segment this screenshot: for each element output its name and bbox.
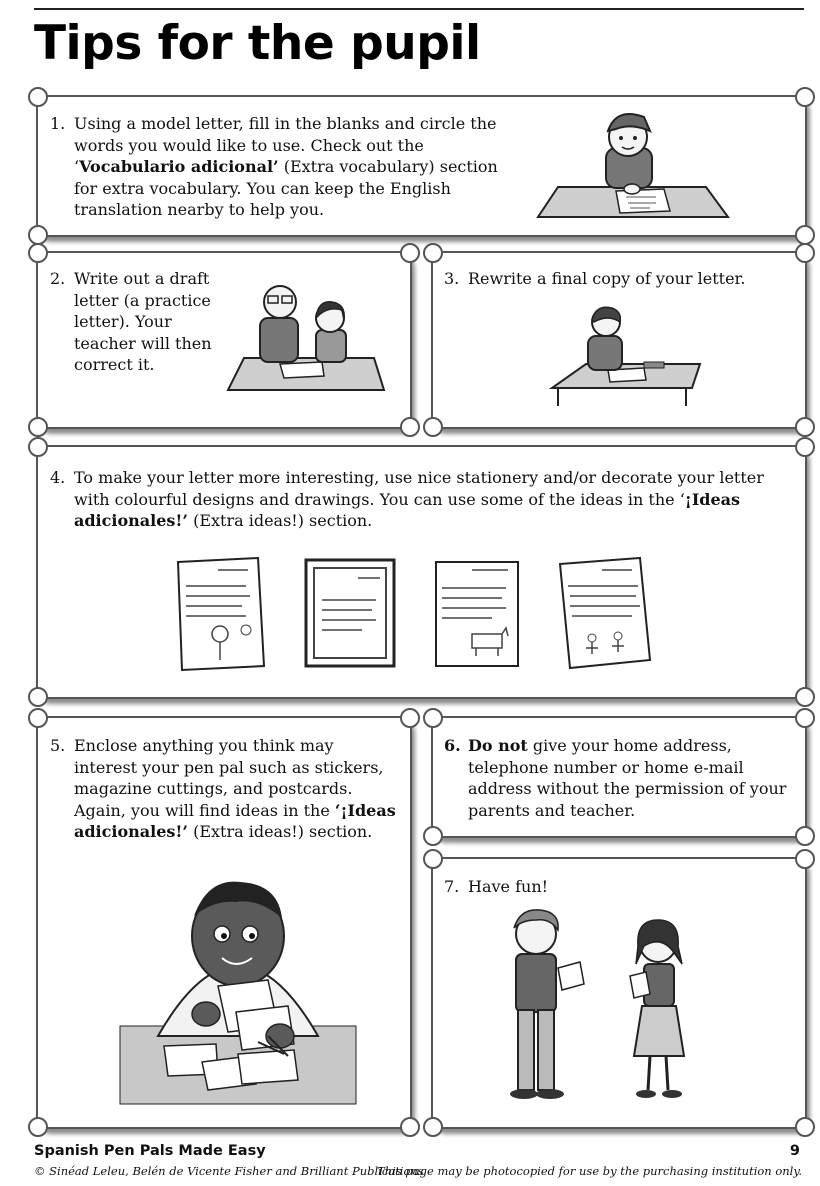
girl-figure — [630, 920, 684, 1098]
page-title: Tips for the pupil — [34, 16, 481, 71]
tip-7: 7. Have fun! — [444, 877, 549, 896]
teacher-and-pupil-illustration — [224, 276, 386, 394]
letter-with-flower-drawing — [178, 558, 264, 670]
tip-number: 1. — [50, 114, 66, 133]
tip-number: 2. — [50, 269, 66, 288]
tip-number: 3. — [444, 269, 460, 288]
footer-page-number: 9 — [789, 1143, 800, 1159]
children-reading-letters-illustration — [496, 906, 718, 1104]
boy-with-cuttings-illustration — [118, 876, 358, 1106]
pupil-rewriting-illustration — [546, 302, 706, 408]
tip-number: 4. — [50, 468, 66, 487]
tip-number: 5. — [50, 736, 66, 755]
tip-6: 6. Do not give your home address, telephone number or home e-mail address without the permission of your parents and teacher. — [444, 736, 787, 820]
letter-with-people-drawing — [560, 558, 650, 668]
tip-4: 4. To make your letter more interesting, use nice stationery and/or decorate your letter with colourful designs and drawings. You can use some of the ideas in the ‘¡Ideas adicionales!’ (Extra ideas!) section. — [50, 468, 764, 530]
footer-book-title: Spanish Pen Pals Made Easy — [34, 1143, 266, 1159]
tip-number: 6. — [444, 736, 461, 755]
boy-writing-illustration — [536, 103, 732, 221]
footer-copyright: © Sinéad Leleu, Belén de Vicente Fisher and Brilliant Publications — [34, 1164, 424, 1178]
tip-3: 3. Rewrite a final copy of your letter. — [444, 269, 746, 288]
letter-with-cat-drawing — [436, 562, 518, 666]
boy-figure — [510, 910, 584, 1099]
top-rule — [34, 8, 804, 10]
tip-2: 2. Write out a draft letter (a practice letter). Your teacher will then correct it. — [50, 269, 212, 374]
tip-1: 1. Using a model letter, fill in the blanks and circle the words you would like to use. Check out the ‘Vocabulario adicional’ (Extra vocabulary) section for extra vocabulary. You can keep the English translation nearby to help you. — [50, 114, 498, 219]
stationery-examples-illustration — [172, 556, 652, 674]
tip-number: 7. — [444, 877, 460, 896]
tip-5: 5. Enclose anything you think may interest your pen pal such as stickers, magazine cuttings, and postcards. Again, you will find ideas in the ‘¡Ideas adicionales!’ (Extra ideas!) section. — [50, 736, 396, 841]
letter-with-border — [306, 560, 394, 666]
footer-notice: This page may be photocopied for use by the purchasing institution only. — [377, 1164, 802, 1178]
